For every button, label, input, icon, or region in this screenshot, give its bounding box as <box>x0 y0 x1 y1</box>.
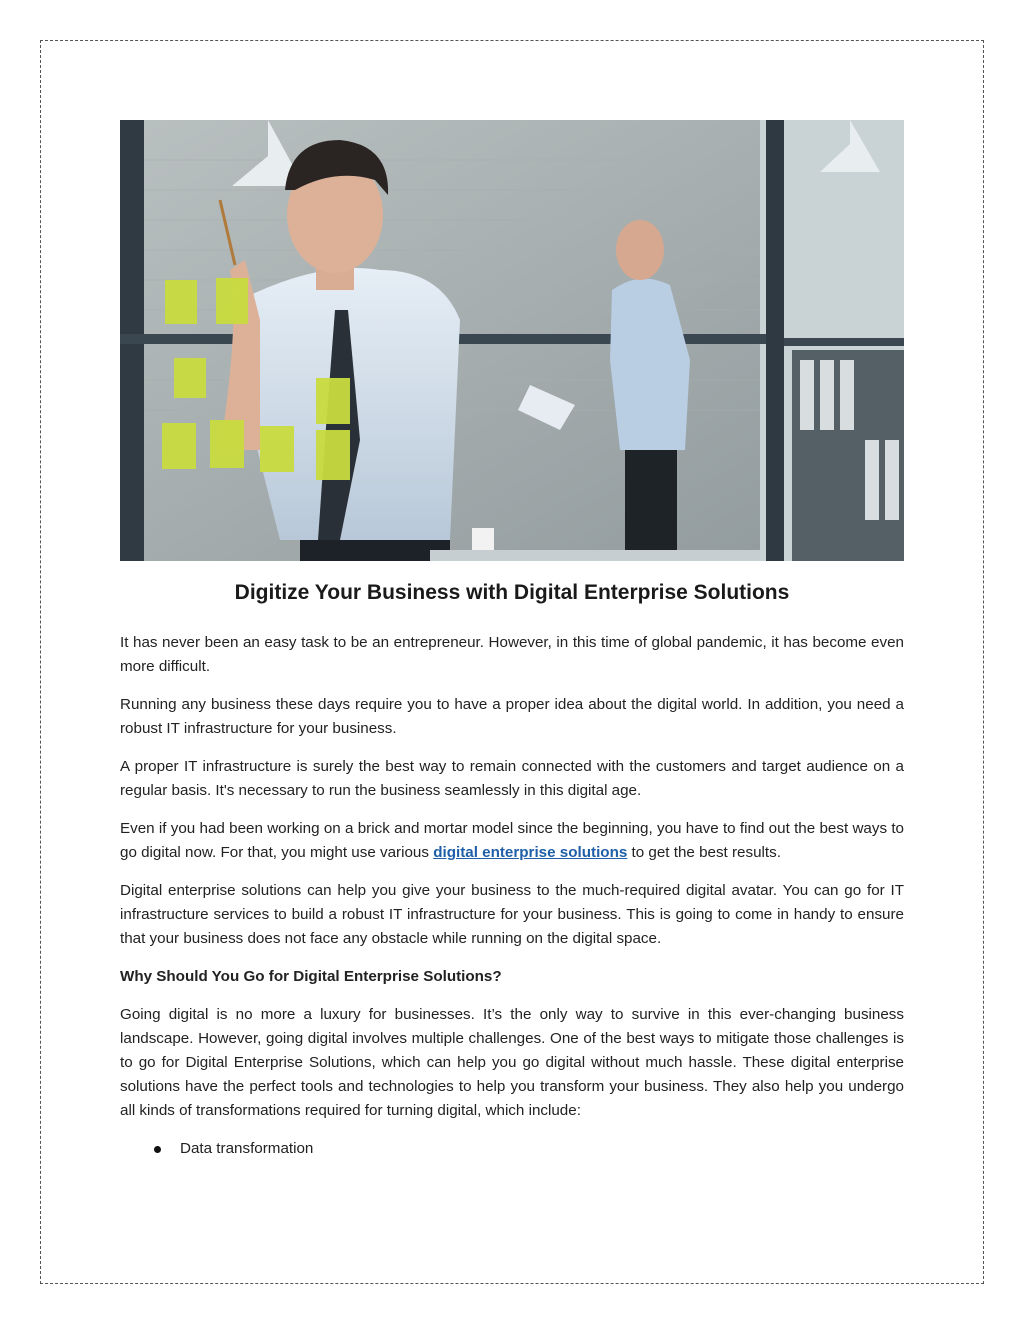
transformation-list <box>120 1137 904 1161</box>
hero-image <box>120 120 904 561</box>
article <box>120 577 904 1161</box>
list-item <box>120 1137 904 1161</box>
paragraph-4-text-before: Even if you had been working on a brick and mortar model since the beginning, you have to find out the best ways to go digital now. For that, you might use various <box>120 820 904 861</box>
article-title: Digitize Your Business with Digital Enterprise Solutions <box>234 581 790 604</box>
bullet-icon <box>154 1146 161 1153</box>
paragraph-6: Going digital is no more a luxury for businesses. It’s the only way to survive in this ever-changing business landscape. However, going digital involves multiple challenges. One of the best ways to mitigate those challenges is to go for Digital Enterprise Solutions, which can help you go digital without much hassle. These digital enterprise solutions have the perfect tools and technologies to help you transform your business. They also help you undergo all kinds of transformations required for turning digital, which include: <box>120 1006 904 1119</box>
paragraph-1: It has never been an easy task to be an entrepreneur. However, in this time of global pandemic, it has become even more difficult. <box>120 634 904 675</box>
paragraph-2: Running any business these days require you to have a proper idea about the digital world. In addition, you need a robust IT infrastructure for your business. <box>120 696 904 737</box>
paragraph-4 <box>120 817 904 865</box>
list-item-label: Data transformation <box>180 1140 314 1157</box>
digital-enterprise-solutions-link[interactable]: digital enterprise solutions <box>433 844 628 861</box>
paragraph-3: A proper IT infrastructure is surely the best way to remain connected with the customers and target audience on a regular basis. It's necessary to run the business seamlessly in this digital age. <box>120 758 904 799</box>
section-subheading: Why Should You Go for Digital Enterprise Solutions? <box>120 968 502 985</box>
paragraph-4-text-after: to get the best results. <box>627 844 781 861</box>
paragraph-5: Digital enterprise solutions can help you give your business to the much-required digital avatar. You can go for IT infrastructure services to build a robust IT infrastructure for your business. This is going to come in handy to ensure that your business does not face any obstacle while running on the digital space. <box>120 882 904 947</box>
